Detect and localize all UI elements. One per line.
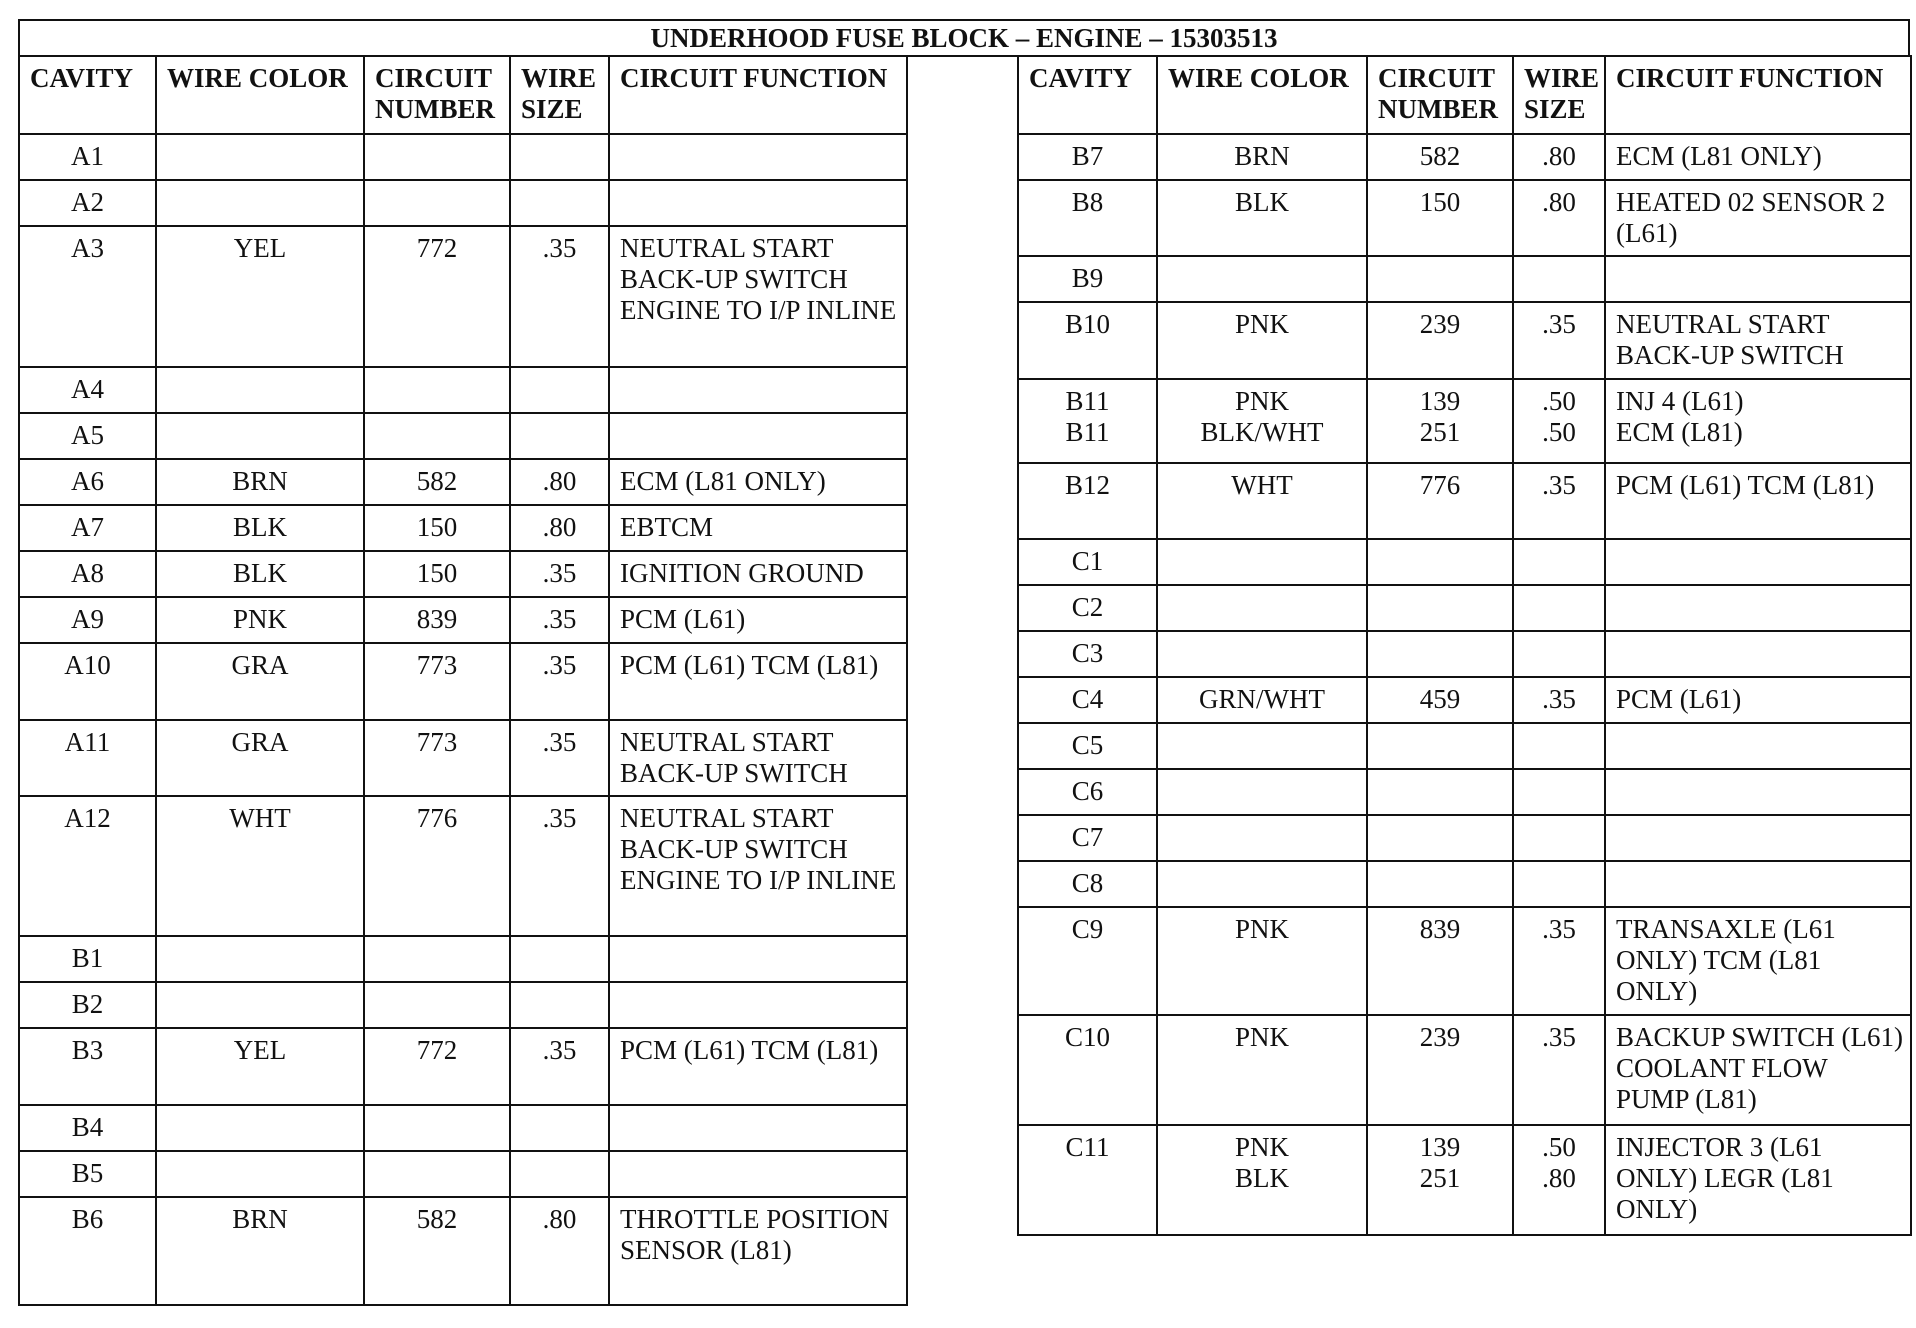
- wire-color-cell: [1157, 539, 1367, 585]
- header-wire-size: [1513, 56, 1605, 134]
- table-row: [1018, 631, 1911, 677]
- circuit-number-cell: [364, 180, 510, 226]
- table-row: [19, 1105, 907, 1151]
- cavity-cell: C10: [1018, 1015, 1157, 1125]
- wire-size-cell: [510, 936, 609, 982]
- wire-color-cell: PNK: [1157, 1015, 1367, 1125]
- table-row: [1018, 723, 1911, 769]
- circuit-function-cell: NEUTRAL START BACK-UP SWITCH ENGINE TO I/P INLINE: [609, 796, 907, 936]
- circuit-function-cell: TRANSAXLE (L61 ONLY) TCM (L81 ONLY): [1605, 907, 1911, 1015]
- cavity-cell: C8: [1018, 861, 1157, 907]
- circuit-number-line: 139: [1419, 386, 1461, 416]
- circuit-function-cell: INJECTOR 3 (L61 ONLY) LEGR (L81 ONLY): [1605, 1125, 1911, 1235]
- cavity-cell: C11: [1018, 1125, 1157, 1235]
- wire-color-cell: BRN: [1157, 134, 1367, 180]
- cavity-cell: B12: [1018, 463, 1157, 539]
- circuit-function-cell: NEUTRAL START BACK-UP SWITCH: [1605, 302, 1911, 379]
- circuit-number-cell: [1367, 585, 1513, 631]
- cavity-cell: C6: [1018, 769, 1157, 815]
- cavity-cell: B2: [19, 982, 156, 1028]
- circuit-number-cell: [1367, 631, 1513, 677]
- wire-size-cell: [510, 982, 609, 1028]
- cavity-cell: B1: [19, 936, 156, 982]
- wire-size-line: .50: [1542, 386, 1576, 416]
- header-cavity: CAVITY: [19, 56, 156, 134]
- wire-size-cell: .35: [510, 551, 609, 597]
- header-circuit-number-line2: NUMBER: [1378, 94, 1498, 124]
- cavity-cell: C4: [1018, 677, 1157, 723]
- table-row: [19, 505, 907, 551]
- right-header-row: [1018, 56, 1911, 134]
- cavity-cell: A7: [19, 505, 156, 551]
- wire-color-cell: GRA: [156, 720, 364, 796]
- cavity-cell: A12: [19, 796, 156, 936]
- wire-color-cell: BLK: [156, 505, 364, 551]
- wire-color-cell: BRN: [156, 1197, 364, 1305]
- circuit-function-cell: [1605, 256, 1911, 302]
- circuit-number-cell: 582: [364, 1197, 510, 1305]
- cavity-cell: B7: [1018, 134, 1157, 180]
- cavity-cell: C7: [1018, 815, 1157, 861]
- wire-color-cell: [156, 367, 364, 413]
- table-row: [1018, 907, 1911, 1015]
- circuit-number-cell: 839: [1367, 907, 1513, 1015]
- circuit-number-cell: 839: [364, 597, 510, 643]
- circuit-function-cell: [609, 936, 907, 982]
- header-wire-size-line1: WIRE: [1524, 63, 1600, 93]
- circuit-number-cell: 459: [1367, 677, 1513, 723]
- circuit-number-line: 139: [1419, 1132, 1461, 1162]
- circuit-number-cell: 239: [1367, 302, 1513, 379]
- table-row: [19, 134, 907, 180]
- circuit-number-cell: 150: [364, 505, 510, 551]
- circuit-function-cell: EBTCM: [609, 505, 907, 551]
- circuit-function-cell: [1605, 723, 1911, 769]
- wire-color-cell: [156, 1151, 364, 1197]
- wire-size-line: .80: [1542, 1163, 1576, 1193]
- wire-size-cell: [1513, 631, 1605, 677]
- wire-size-cell: [510, 1105, 609, 1151]
- circuit-function-cell: NEUTRAL START BACK-UP SWITCH ENGINE TO I/P INLINE: [609, 226, 907, 367]
- table-row: [19, 1151, 907, 1197]
- table-title: UNDERHOOD FUSE BLOCK – ENGINE – 15303513: [18, 19, 1910, 57]
- table-row: [1018, 677, 1911, 723]
- circuit-number-cell: [1367, 379, 1513, 463]
- circuit-number-cell: [364, 936, 510, 982]
- wire-size-cell: .35: [510, 643, 609, 720]
- table-row: [19, 643, 907, 720]
- header-wire-size-line1: WIRE: [521, 63, 597, 93]
- wire-size-cell: .35: [1513, 677, 1605, 723]
- fuse-block-document: [18, 19, 1910, 1319]
- circuit-function-cell: [609, 413, 907, 459]
- cavity-cell: A2: [19, 180, 156, 226]
- circuit-number-cell: 776: [364, 796, 510, 936]
- wire-size-cell: .35: [1513, 463, 1605, 539]
- cavity-cell: A4: [19, 367, 156, 413]
- wire-color-cell: YEL: [156, 226, 364, 367]
- wire-size-cell: [510, 367, 609, 413]
- circuit-function-cell: [1605, 539, 1911, 585]
- wire-color-cell: BLK: [156, 551, 364, 597]
- circuit-number-cell: 150: [364, 551, 510, 597]
- circuit-number-cell: [364, 367, 510, 413]
- cavity-cell: B10: [1018, 302, 1157, 379]
- table-row: [1018, 769, 1911, 815]
- table-row: [1018, 861, 1911, 907]
- wire-color-cell: YEL: [156, 1028, 364, 1105]
- table-row: [19, 226, 907, 367]
- wire-size-cell: [1513, 539, 1605, 585]
- wire-size-cell: .80: [510, 459, 609, 505]
- wire-color-cell: GRN/WHT: [1157, 677, 1367, 723]
- wire-color-cell: [1157, 723, 1367, 769]
- wire-color-cell: [1157, 256, 1367, 302]
- table-row: [19, 180, 907, 226]
- circuit-function-cell: PCM (L61) TCM (L81): [1605, 463, 1911, 539]
- header-circuit-number-line2: NUMBER: [375, 94, 495, 124]
- table-row: [1018, 585, 1911, 631]
- wire-size-cell: [510, 413, 609, 459]
- table-row: [1018, 256, 1911, 302]
- wire-size-cell: [1513, 256, 1605, 302]
- circuit-function-cell: THROTTLE POSITION SENSOR (L81): [609, 1197, 907, 1305]
- wire-size-cell: .35: [510, 720, 609, 796]
- circuit-number-cell: 773: [364, 643, 510, 720]
- header-wire-size-line2: SIZE: [521, 94, 583, 124]
- wire-size-cell: .35: [510, 226, 609, 367]
- wire-size-cell: .80: [1513, 180, 1605, 256]
- circuit-function-cell: [1605, 815, 1911, 861]
- wire-color-cell: PNK: [156, 597, 364, 643]
- cavity-cell: C2: [1018, 585, 1157, 631]
- circuit-function-cell: [1605, 769, 1911, 815]
- circuit-function-cell: [609, 180, 907, 226]
- circuit-function-cell: [1605, 379, 1911, 463]
- circuit-number-cell: [1367, 723, 1513, 769]
- cavity-cell: C1: [1018, 539, 1157, 585]
- cavity-cell: B5: [19, 1151, 156, 1197]
- circuit-function-cell: [609, 367, 907, 413]
- table-row: [19, 367, 907, 413]
- wire-color-line: PNK: [1234, 1132, 1289, 1162]
- cavity-cell: C9: [1018, 907, 1157, 1015]
- cavity-cell: A8: [19, 551, 156, 597]
- wire-color-cell: WHT: [156, 796, 364, 936]
- circuit-function-cell: ECM (L81 ONLY): [609, 459, 907, 505]
- wire-color-cell: [1157, 631, 1367, 677]
- wire-size-cell: .35: [1513, 907, 1605, 1015]
- cavity-cell: B3: [19, 1028, 156, 1105]
- wire-color-cell: [156, 936, 364, 982]
- circuit-function-cell: PCM (L61) TCM (L81): [609, 1028, 907, 1105]
- wire-size-line: .50: [1542, 417, 1576, 447]
- circuit-function-cell: [609, 134, 907, 180]
- wire-color-cell: [156, 134, 364, 180]
- left-fuse-table: [18, 55, 908, 1306]
- circuit-function-cell: [609, 1105, 907, 1151]
- table-row: [1018, 379, 1911, 463]
- header-circuit-number: [364, 56, 510, 134]
- wire-size-cell: .80: [510, 505, 609, 551]
- wire-color-cell: PNK: [1157, 907, 1367, 1015]
- header-wire-size-line2: SIZE: [1524, 94, 1586, 124]
- table-row: [1018, 134, 1911, 180]
- header-wire-color: WIRE COLOR: [1157, 56, 1367, 134]
- header-circuit-number: [1367, 56, 1513, 134]
- table-row: [19, 459, 907, 505]
- wire-color-line: PNK: [1234, 386, 1289, 416]
- cavity-cell: A9: [19, 597, 156, 643]
- wire-size-cell: .35: [1513, 1015, 1605, 1125]
- circuit-number-cell: [364, 1151, 510, 1197]
- circuit-function-cell: PCM (L61): [609, 597, 907, 643]
- circuit-number-cell: [1367, 815, 1513, 861]
- circuit-number-cell: [364, 1105, 510, 1151]
- table-row: [1018, 539, 1911, 585]
- circuit-number-cell: [364, 413, 510, 459]
- header-wire-color: WIRE COLOR: [156, 56, 364, 134]
- cavity-cell: B9: [1018, 256, 1157, 302]
- circuit-number-cell: 582: [1367, 134, 1513, 180]
- wire-size-cell: [1513, 585, 1605, 631]
- cavity-cell: C5: [1018, 723, 1157, 769]
- wire-size-cell: .80: [1513, 134, 1605, 180]
- table-row: [19, 1028, 907, 1105]
- wire-size-cell: .35: [510, 796, 609, 936]
- circuit-function-cell: PCM (L61): [1605, 677, 1911, 723]
- wire-size-cell: .35: [1513, 302, 1605, 379]
- circuit-number-cell: 150: [1367, 180, 1513, 256]
- wire-color-cell: [1157, 585, 1367, 631]
- table-row: [1018, 302, 1911, 379]
- table-row: [19, 1197, 907, 1305]
- table-row: [19, 413, 907, 459]
- wire-color-line: BLK/WHT: [1200, 417, 1324, 447]
- circuit-number-cell: 772: [364, 226, 510, 367]
- circuit-number-cell: 772: [364, 1028, 510, 1105]
- circuit-number-cell: 773: [364, 720, 510, 796]
- circuit-function-line: ECM (L81): [1616, 417, 1743, 447]
- wire-color-cell: GRA: [156, 643, 364, 720]
- cavity-cell: A6: [19, 459, 156, 505]
- circuit-function-cell: [1605, 585, 1911, 631]
- cavity-line: B11: [1065, 386, 1110, 416]
- wire-size-cell: .35: [510, 1028, 609, 1105]
- wire-color-cell: [1157, 1125, 1367, 1235]
- wire-color-cell: [156, 180, 364, 226]
- wire-color-cell: [1157, 861, 1367, 907]
- table-row: [19, 597, 907, 643]
- cavity-cell: C3: [1018, 631, 1157, 677]
- circuit-number-cell: [364, 134, 510, 180]
- wire-color-cell: [1157, 815, 1367, 861]
- cavity-cell: B4: [19, 1105, 156, 1151]
- cavity-cell: A11: [19, 720, 156, 796]
- wire-color-cell: [156, 1105, 364, 1151]
- circuit-function-cell: [609, 982, 907, 1028]
- table-row: [19, 936, 907, 982]
- header-cavity: CAVITY: [1018, 56, 1157, 134]
- cavity-cell: B6: [19, 1197, 156, 1305]
- wire-size-cell: [1513, 861, 1605, 907]
- header-wire-size: [510, 56, 609, 134]
- wire-size-cell: [510, 180, 609, 226]
- wire-color-cell: [156, 413, 364, 459]
- circuit-function-cell: IGNITION GROUND: [609, 551, 907, 597]
- wire-color-cell: BRN: [156, 459, 364, 505]
- circuit-function-cell: ECM (L81 ONLY): [1605, 134, 1911, 180]
- wire-size-cell: [1513, 723, 1605, 769]
- wire-size-cell: .35: [510, 597, 609, 643]
- circuit-number-line: 251: [1419, 1163, 1461, 1193]
- wire-color-cell: PNK: [1157, 302, 1367, 379]
- wire-color-cell: [1157, 379, 1367, 463]
- table-row: [1018, 1125, 1911, 1235]
- circuit-function-cell: PCM (L61) TCM (L81): [609, 643, 907, 720]
- circuit-number-cell: 239: [1367, 1015, 1513, 1125]
- circuit-function-cell: NEUTRAL START BACK-UP SWITCH: [609, 720, 907, 796]
- circuit-number-cell: [1367, 1125, 1513, 1235]
- circuit-function-line: INJ 4 (L61): [1616, 386, 1744, 416]
- circuit-function-cell: [1605, 861, 1911, 907]
- wire-color-cell: WHT: [1157, 463, 1367, 539]
- wire-size-cell: [510, 1151, 609, 1197]
- wire-size-cell: [1513, 815, 1605, 861]
- wire-color-cell: [156, 982, 364, 1028]
- table-row: [1018, 180, 1911, 256]
- circuit-number-cell: [1367, 861, 1513, 907]
- cavity-cell: [1018, 379, 1157, 463]
- cavity-line: B11: [1065, 417, 1110, 447]
- table-row: [1018, 463, 1911, 539]
- table-row: [19, 720, 907, 796]
- wire-color-cell: [1157, 769, 1367, 815]
- wire-color-line: BLK: [1235, 1163, 1289, 1193]
- wire-size-cell: [1513, 1125, 1605, 1235]
- circuit-number-cell: 776: [1367, 463, 1513, 539]
- wire-size-line: .50: [1542, 1132, 1576, 1162]
- circuit-number-cell: [1367, 769, 1513, 815]
- wire-size-cell: [1513, 379, 1605, 463]
- circuit-function-cell: BACKUP SWITCH (L61) COOLANT FLOW PUMP (L81): [1605, 1015, 1911, 1125]
- right-fuse-table: [1017, 55, 1912, 1236]
- circuit-number-cell: [1367, 256, 1513, 302]
- wire-color-cell: BLK: [1157, 180, 1367, 256]
- circuit-number-cell: 582: [364, 459, 510, 505]
- left-header-row: [19, 56, 907, 134]
- table-row: [19, 796, 907, 936]
- circuit-number-line: 251: [1419, 417, 1461, 447]
- cavity-cell: A3: [19, 226, 156, 367]
- cavity-cell: A10: [19, 643, 156, 720]
- wire-size-cell: [1513, 769, 1605, 815]
- circuit-function-cell: [1605, 631, 1911, 677]
- circuit-function-cell: HEATED 02 SENSOR 2 (L61): [1605, 180, 1911, 256]
- table-row: [1018, 815, 1911, 861]
- cavity-cell: A1: [19, 134, 156, 180]
- circuit-function-cell: [609, 1151, 907, 1197]
- table-row: [19, 551, 907, 597]
- table-row: [1018, 1015, 1911, 1125]
- header-circuit-function: CIRCUIT FUNCTION: [609, 56, 907, 134]
- wire-size-cell: [510, 134, 609, 180]
- cavity-cell: B8: [1018, 180, 1157, 256]
- wire-size-cell: .80: [510, 1197, 609, 1305]
- circuit-number-cell: [364, 982, 510, 1028]
- circuit-number-cell: [1367, 539, 1513, 585]
- table-row: [19, 982, 907, 1028]
- cavity-cell: A5: [19, 413, 156, 459]
- header-circuit-number-line1: CIRCUIT: [375, 63, 493, 93]
- header-circuit-number-line1: CIRCUIT: [1378, 63, 1496, 93]
- header-circuit-function: CIRCUIT FUNCTION: [1605, 56, 1911, 134]
